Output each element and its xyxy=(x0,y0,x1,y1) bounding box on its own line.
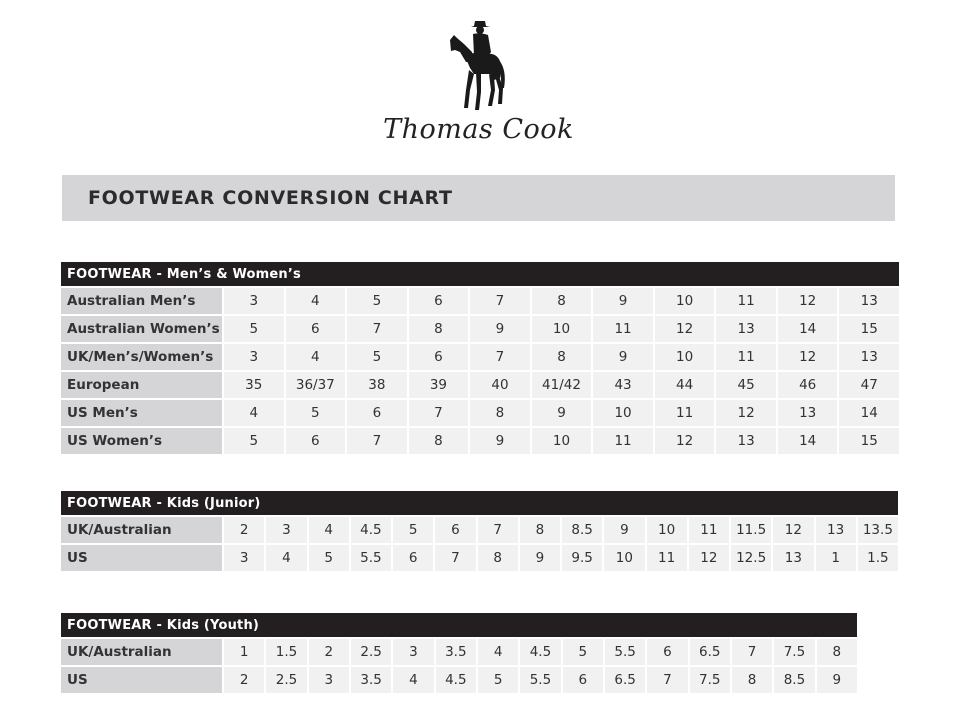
size-cell: 10 xyxy=(602,545,644,573)
size-cell: 45 xyxy=(714,372,776,400)
table-row xyxy=(61,372,899,400)
page-title: FOOTWEAR CONVERSION CHART xyxy=(88,187,453,209)
size-cell: 9 xyxy=(815,667,857,695)
size-cell: 5 xyxy=(222,428,284,456)
size-cell: 13 xyxy=(837,344,899,372)
size-cell: 3 xyxy=(307,667,349,695)
size-cell: 6 xyxy=(433,517,475,545)
size-cell: 6 xyxy=(407,344,469,372)
table-row xyxy=(61,545,898,573)
size-cell: 5 xyxy=(476,667,518,695)
size-cell: 5 xyxy=(345,344,407,372)
size-cell: 3 xyxy=(264,517,306,545)
size-cell: 13 xyxy=(771,545,813,573)
size-cell: 40 xyxy=(468,372,530,400)
size-cell: 5.5 xyxy=(349,545,391,573)
size-cell: 4 xyxy=(284,344,346,372)
size-cell: 9 xyxy=(518,545,560,573)
size-cell: 6 xyxy=(284,428,346,456)
size-cell: 36/37 xyxy=(284,372,346,400)
size-cell: 3 xyxy=(222,344,284,372)
size-cell: 15 xyxy=(837,428,899,456)
size-cell: 4 xyxy=(222,400,284,428)
size-cell: 44 xyxy=(653,372,715,400)
size-cell: 7 xyxy=(730,639,772,667)
size-cell: 1 xyxy=(814,545,856,573)
size-cell: 9 xyxy=(468,428,530,456)
row-label: US xyxy=(61,545,222,573)
size-cell: 7 xyxy=(468,288,530,316)
size-cell: 13 xyxy=(714,428,776,456)
size-cell: 10 xyxy=(530,316,592,344)
size-cell: 11 xyxy=(591,428,653,456)
size-cell: 13 xyxy=(776,400,838,428)
kids-youth-table xyxy=(61,613,857,695)
table-heading: FOOTWEAR - Kids (Youth) xyxy=(61,613,857,639)
size-cell: 9 xyxy=(530,400,592,428)
row-label: Australian Men’s xyxy=(61,288,222,316)
size-cell: 6.5 xyxy=(688,639,730,667)
size-cell: 5 xyxy=(561,639,603,667)
size-cell: 9 xyxy=(591,288,653,316)
size-cell: 5 xyxy=(284,400,346,428)
size-cell: 2 xyxy=(307,639,349,667)
size-cell: 8 xyxy=(530,344,592,372)
size-cell: 6 xyxy=(561,667,603,695)
row-label: US xyxy=(61,667,222,695)
size-cell: 6.5 xyxy=(603,667,645,695)
size-cell: 14 xyxy=(776,316,838,344)
size-cell: 13 xyxy=(714,316,776,344)
row-label: UK/Australian xyxy=(61,517,222,545)
size-cell: 4 xyxy=(307,517,349,545)
size-cell: 11 xyxy=(714,288,776,316)
size-cell: 7.5 xyxy=(688,667,730,695)
size-cell: 8 xyxy=(407,316,469,344)
size-cell: 5 xyxy=(222,316,284,344)
table-row xyxy=(61,400,899,428)
size-cell: 11 xyxy=(591,316,653,344)
size-cell: 4 xyxy=(264,545,306,573)
size-cell: 1.5 xyxy=(264,639,306,667)
size-cell: 4.5 xyxy=(349,517,391,545)
size-cell: 15 xyxy=(837,316,899,344)
size-cell: 12 xyxy=(714,400,776,428)
size-cell: 10 xyxy=(653,288,715,316)
size-cell: 8 xyxy=(468,400,530,428)
size-cell: 8 xyxy=(730,667,772,695)
size-cell: 12 xyxy=(653,428,715,456)
size-cell: 13.5 xyxy=(856,517,898,545)
size-cell: 3 xyxy=(222,288,284,316)
size-cell: 14 xyxy=(837,400,899,428)
size-cell: 4 xyxy=(391,667,433,695)
size-cell: 12 xyxy=(776,288,838,316)
size-cell: 7 xyxy=(645,667,687,695)
size-cell: 7 xyxy=(468,344,530,372)
size-cell: 4.5 xyxy=(518,639,560,667)
size-cell: 7 xyxy=(433,545,475,573)
size-cell: 7 xyxy=(345,316,407,344)
table-row xyxy=(61,428,899,456)
size-cell: 3 xyxy=(222,545,264,573)
size-cell: 10 xyxy=(645,517,687,545)
size-cell: 11 xyxy=(645,545,687,573)
size-cell: 11 xyxy=(687,517,729,545)
size-cell: 35 xyxy=(222,372,284,400)
size-cell: 2 xyxy=(222,667,264,695)
row-label: European xyxy=(61,372,222,400)
row-label: US Men’s xyxy=(61,400,222,428)
size-cell: 4.5 xyxy=(434,667,476,695)
size-cell: 5 xyxy=(345,288,407,316)
size-cell: 10 xyxy=(653,344,715,372)
row-label: US Women’s xyxy=(61,428,222,456)
brand-logo xyxy=(0,18,957,158)
size-cell: 3.5 xyxy=(434,639,476,667)
size-cell: 9.5 xyxy=(560,545,602,573)
size-cell: 9 xyxy=(591,344,653,372)
size-cell: 8 xyxy=(518,517,560,545)
size-cell: 1.5 xyxy=(856,545,898,573)
size-cell: 9 xyxy=(468,316,530,344)
size-cell: 5.5 xyxy=(518,667,560,695)
size-cell: 14 xyxy=(776,428,838,456)
size-cell: 38 xyxy=(345,372,407,400)
size-cell: 47 xyxy=(837,372,899,400)
size-cell: 6 xyxy=(645,639,687,667)
size-cell: 43 xyxy=(591,372,653,400)
size-cell: 6 xyxy=(391,545,433,573)
size-cell: 12 xyxy=(771,517,813,545)
table-heading: FOOTWEAR - Men’s & Women’s xyxy=(61,262,899,288)
size-cell: 12.5 xyxy=(729,545,771,573)
table-heading: FOOTWEAR - Kids (Junior) xyxy=(61,491,898,517)
size-cell: 8.5 xyxy=(772,667,814,695)
table-row xyxy=(61,667,857,695)
table-row xyxy=(61,344,899,372)
size-cell: 13 xyxy=(837,288,899,316)
size-cell: 10 xyxy=(591,400,653,428)
row-label: Australian Women’s xyxy=(61,316,222,344)
size-cell: 8 xyxy=(530,288,592,316)
table-row xyxy=(61,517,898,545)
table-row xyxy=(61,316,899,344)
size-cell: 2 xyxy=(222,517,264,545)
size-cell: 12 xyxy=(687,545,729,573)
size-cell: 7 xyxy=(476,517,518,545)
size-cell: 8.5 xyxy=(560,517,602,545)
size-cell: 11 xyxy=(653,400,715,428)
horse-rider-icon xyxy=(444,18,514,114)
size-cell: 3 xyxy=(391,639,433,667)
table-row xyxy=(61,639,857,667)
chart-title-banner xyxy=(62,175,895,221)
row-label: UK/Men’s/Women’s xyxy=(61,344,222,372)
size-cell: 4 xyxy=(284,288,346,316)
size-cell: 11.5 xyxy=(729,517,771,545)
size-cell: 5.5 xyxy=(603,639,645,667)
size-cell: 13 xyxy=(814,517,856,545)
size-cell: 5 xyxy=(307,545,349,573)
size-cell: 2.5 xyxy=(264,667,306,695)
row-label: UK/Australian xyxy=(61,639,222,667)
size-cell: 46 xyxy=(776,372,838,400)
brand-wordmark: Thomas Cook xyxy=(383,114,574,145)
size-cell: 41/42 xyxy=(530,372,592,400)
size-cell: 9 xyxy=(602,517,644,545)
size-cell: 8 xyxy=(815,639,857,667)
size-cell: 2.5 xyxy=(349,639,391,667)
size-cell: 7 xyxy=(345,428,407,456)
mens-womens-table xyxy=(61,262,899,456)
size-cell: 10 xyxy=(530,428,592,456)
size-cell: 4 xyxy=(476,639,518,667)
size-cell: 8 xyxy=(407,428,469,456)
size-cell: 39 xyxy=(407,372,469,400)
size-cell: 6 xyxy=(284,316,346,344)
size-cell: 12 xyxy=(653,316,715,344)
size-cell: 3.5 xyxy=(349,667,391,695)
size-cell: 5 xyxy=(391,517,433,545)
size-cell: 6 xyxy=(345,400,407,428)
size-cell: 12 xyxy=(776,344,838,372)
kids-junior-table xyxy=(61,491,898,573)
size-cell: 7 xyxy=(407,400,469,428)
table-row xyxy=(61,288,899,316)
size-cell: 1 xyxy=(222,639,264,667)
size-cell: 11 xyxy=(714,344,776,372)
size-cell: 6 xyxy=(407,288,469,316)
size-cell: 8 xyxy=(476,545,518,573)
size-cell: 7.5 xyxy=(772,639,814,667)
